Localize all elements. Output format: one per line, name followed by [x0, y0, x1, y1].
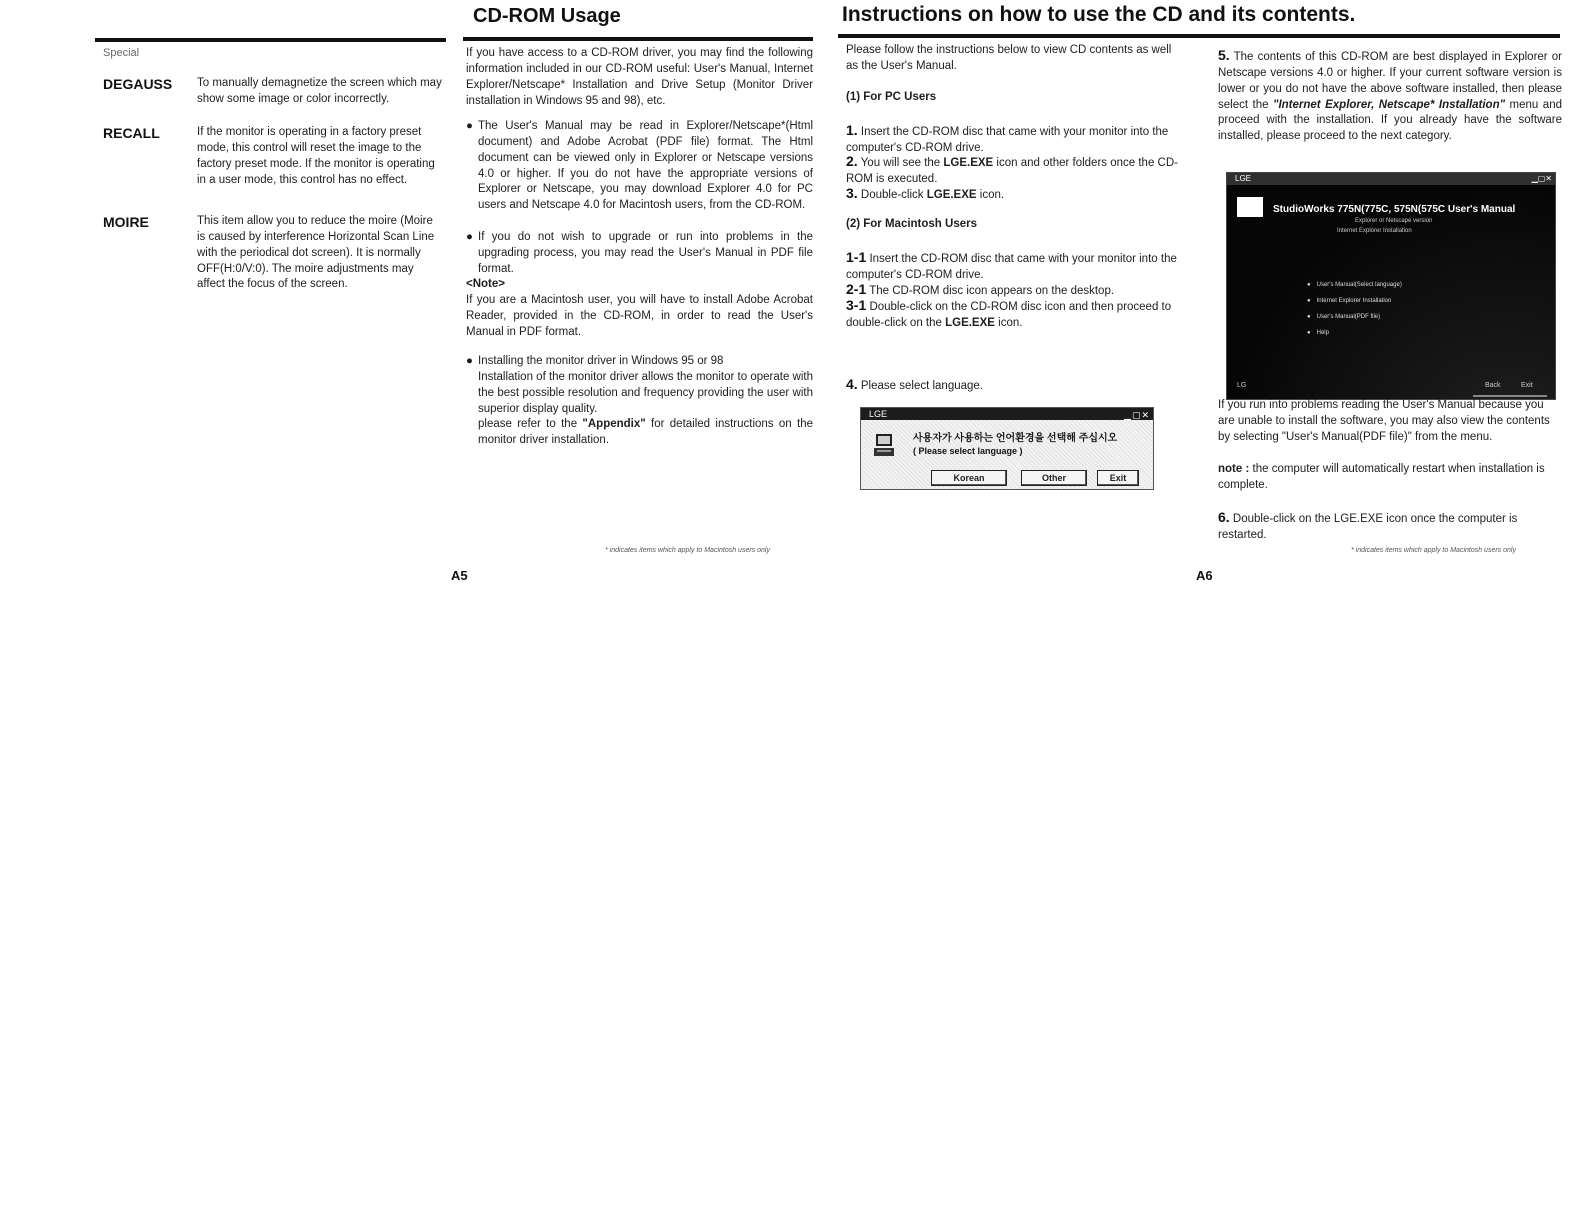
screenshot-heading: StudioWorks 775N(775C, 575N(575C User's Manual [1273, 204, 1516, 215]
mac-users-heading: (2) For Macintosh Users [846, 218, 977, 230]
dialog-body [861, 420, 1153, 489]
cdrom-bullet-manual [466, 119, 813, 214]
degauss-description: To manually demagnetize the screen which may show some image or color incorrectly. [197, 77, 442, 105]
cdrom-bullet-driver [466, 354, 813, 449]
cdrom-bullet-driver-text: Installation of the monitor driver allows the monitor to operate with the best possible resolution and frequency providing the user with superior display quality. [478, 370, 813, 415]
moire-description: This item allow you to reduce the moire (Moire is caused by interference Horizontal Scan Line with the periodical dot screen). It is normally OFF(H:0/V:0). The moire adjustments may affect the focus of the screen. [197, 215, 435, 291]
left-column-rule [95, 38, 446, 42]
screenshot-subtitle-1: Explorer or Netscape version [1355, 218, 1433, 224]
screenshot-body [1227, 185, 1555, 399]
lge-exe-label: LGE.EXE [945, 316, 995, 329]
bullet-dot: ● [466, 120, 473, 132]
step-number: 2. [846, 153, 858, 169]
internet-explorer-menu-reference: "Internet Explorer, Netscape* Installation" [1273, 98, 1506, 111]
step-number: 3-1 [846, 297, 867, 313]
menu-item-ie-install[interactable]: ● Internet Explorer Installation [1307, 297, 1391, 305]
korean-button[interactable]: Korean [931, 470, 1007, 486]
step-number: 6. [1218, 509, 1230, 525]
other-button[interactable]: Other [1021, 470, 1087, 486]
step-6 [1218, 508, 1538, 544]
page-number-a6: A6 [1196, 568, 1213, 583]
note-text: the computer will automatically restart when installation is complete. [1218, 463, 1545, 491]
cdrom-bullet-upgrade [466, 230, 813, 278]
manual-menu-screenshot [1226, 172, 1556, 400]
screenshot-divider [1473, 395, 1547, 397]
instructions-footnote: * indicates items which apply to Macintosh users only [1351, 547, 1516, 554]
step-number: 1-1 [846, 249, 867, 265]
cdrom-intro: If you have access to a CD-ROM driver, you may find the following information included in our CD-ROM useful: User's Manual, Internet Explorer/Netscape* Installation and Drive Setup (Monitor Driver installation in Windows 95 and 98), etc. [466, 47, 813, 107]
lge-exe-label: LGE.EXE [943, 157, 994, 169]
dialog-title: LGE [869, 409, 888, 419]
keyword-recall: RECALL [103, 125, 160, 141]
menu-item-manual-language[interactable]: ● User's Manual(Select language) [1307, 281, 1402, 289]
cdrom-heading-rule [463, 37, 813, 41]
screenshot-subtitle-2: Internet Explorer Installation [1337, 228, 1412, 234]
step-number: 4. [846, 376, 858, 392]
note-label: note : [1218, 463, 1250, 475]
keyword-moire: MOIRE [103, 214, 149, 230]
step-number: 3. [846, 185, 858, 201]
step-number: 5. [1218, 47, 1230, 63]
cdrom-usage-heading: CD-ROM Usage [473, 5, 621, 27]
instructions-intro: Please follow the instructions below to view CD contents as well as the User's Manual. [846, 44, 1172, 72]
exit-nav-button[interactable]: Exit [1521, 382, 1533, 389]
pc-step-3: 3. Double-click LGE.EXE icon. [846, 185, 1005, 201]
appendix-reference: "Appendix" [582, 418, 646, 431]
cdrom-footnote: * indicates items which apply to Macintosh users only [605, 547, 770, 554]
menu-item-help[interactable]: ● Help [1307, 329, 1329, 337]
back-button[interactable]: Back [1485, 382, 1501, 389]
page-number-a5: A5 [451, 568, 468, 583]
step-number: 1. [846, 122, 858, 138]
dialog-message-korean: 사용자가 사용하는 언어환경을 선택해 주십시오 [913, 433, 1118, 444]
cdrom-bullet-driver-title: Installing the monitor driver in Windows 95 or 98 [478, 355, 724, 367]
special-label: Special [103, 47, 140, 59]
mac-step-2-1-text: The CD-ROM disc icon appears on the desktop. [869, 285, 1115, 297]
dialog-titlebar [861, 408, 1153, 420]
instructions-heading-rule [838, 34, 1560, 38]
menu-item-manual-pdf[interactable]: ● User's Manual(PDF file) [1307, 313, 1380, 321]
screenshot-title: LGE [1235, 174, 1252, 183]
bullet-dot: ● [466, 355, 473, 367]
step-number: 2-1 [846, 281, 867, 297]
dialog-message-english: ( Please select language ) [913, 446, 1023, 456]
pc-users-heading: (1) For PC Users [846, 91, 937, 103]
keyword-degauss: DEGAUSS [103, 76, 173, 92]
step-4-text: Please select language. [860, 380, 984, 392]
step-4 [846, 375, 1182, 395]
mac-step-3-1: 3-1 Double-click on the CD-ROM disc icon and then proceed to double-click on the LGE.EXE icon. [846, 297, 1172, 329]
step-5: 5. The contents of this CD-ROM are best displayed in Explorer or Netscape versions 4.0 or higher. If your current software version is lower or you do not have the above software installed, then please select the "Internet Explorer, Netscape* Installation" menu and proceed with the installation. If you already have the software installed, please proceed to the next category. [1218, 47, 1562, 143]
window-controls-icon[interactable]: ▁▢✕ [1531, 174, 1552, 183]
pc-step-1-text: Insert the CD-ROM disc that came with your monitor into the computer's CD-ROM drive. [846, 126, 1169, 154]
cdrom-note-text: If you are a Macintosh user, you will have to install Adobe Acrobat Reader, provided in the CD-ROM, in order to read the User's Manual in PDF format. [466, 294, 813, 338]
lge-exe-label: LGE.EXE [926, 189, 977, 201]
screenshot-titlebar [1227, 173, 1555, 185]
computer-icon [873, 432, 897, 458]
bullet-dot: ● [466, 231, 473, 243]
install-note [1218, 462, 1562, 494]
cdrom-note-label: <Note> [466, 278, 505, 290]
exit-button[interactable]: Exit [1097, 470, 1139, 486]
lg-logo: LG [1237, 382, 1247, 389]
language-dialog [860, 407, 1154, 490]
pdf-alternative-text: If you run into problems reading the User's Manual because you are unable to install the software, you may also view the contents by selecting "User's Manual(PDF file)" from the menu. [1218, 399, 1550, 443]
mac-step-1-1 [846, 248, 1182, 284]
recall-description: If the monitor is operating in a factory preset mode, this control will reset the image to the factory preset mode. If the monitor is operating in a user mode, this control has no effect. [197, 126, 435, 186]
step-6-text: Double-click on the LGE.EXE icon once the computer is restarted. [1218, 513, 1518, 541]
cdrom-bullet-driver-appendix: please refer to the "Appendix" for detailed instructions on the monitor driver installation. [478, 418, 813, 447]
cdrom-bullet-manual-text: The User's Manual may be read in Explorer/Netscape*(Html document) and Adobe Acrobat (PDF file) format. The Html document can be viewed only in Explorer or Netscape versions 4.0 or higher. If you do not have the appropriate versions of Explorer or Netscape, you may download Explorer 4.0 for PC users and Netscape 4.0 for Macintosh users, from the CD-ROM. [478, 120, 813, 212]
mac-step-1-1-text: Insert the CD-ROM disc that came with your monitor into the computer's CD-ROM drive. [846, 253, 1177, 281]
instructions-heading: Instructions on how to use the CD and its contents. [842, 3, 1356, 26]
studioworks-logo-icon [1237, 197, 1263, 217]
pc-step-2: 2. You will see the LGE.EXE icon and other folders once the CD-ROM is executed. [846, 153, 1178, 185]
cdrom-bullet-upgrade-text: If you do not wish to upgrade or run into problems in the upgrading process, you may read the User's Manual in PDF file format. [478, 231, 813, 275]
window-controls-icon[interactable]: ▁▢✕ [1124, 410, 1150, 420]
